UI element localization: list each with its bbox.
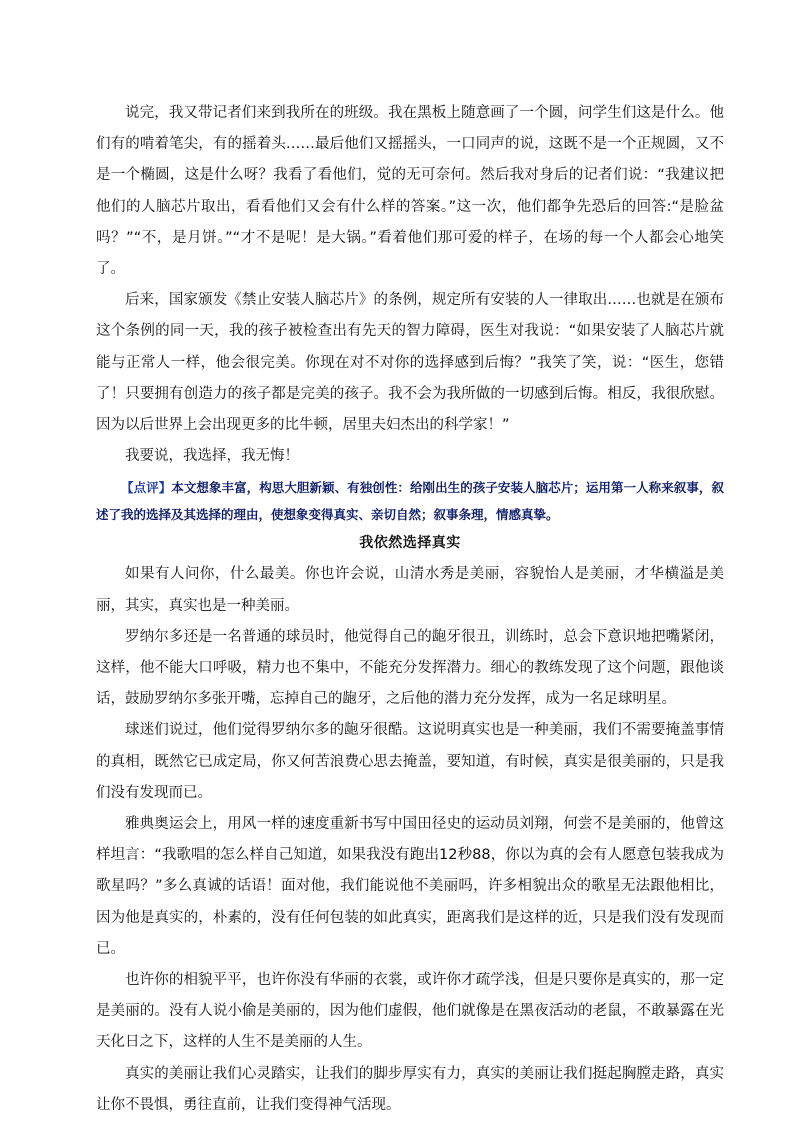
paragraph-ordinary-looks: 也许你的相貌平平，也许你没有华丽的衣裳，或许你才疏学浅，但是只要你是真实的，那一定是美丽的。没有人说小偷是美丽的，因为他们虚假，他们就像是在黑夜活动的老鼠，不敢暴露在光天化日之下，这样的人生不是美丽的人生。 <box>96 972 724 1051</box>
document-page <box>96 98 724 1121</box>
paragraph-what-is-beauty: 如果有人问你，什么最美。你也许会说，山清水秀是美丽，容貌怡人是美丽，才华横溢是美丽，其实，真实也是一种美丽。 <box>96 566 724 614</box>
paragraph-true-beauty: 真实的美丽让我们心灵踏实，让我们的脚步厚实有力，真实的美丽让我们挺起胸膛走路，真实让你不畏惧，勇往直前，让我们变得神气活现。 <box>96 1065 724 1113</box>
paragraph-fans: 球迷们说过，他们觉得罗纳尔多的龅牙很酷。这说明真实也是一种美丽，我们不需要掩盖事情的真相，既然它已成定局，你又何苦浪费心思去掩盖，要知道，有时候，真实是很美丽的，只是我们没有发现而已。 <box>96 722 724 801</box>
paragraph-classroom-story: 说完，我又带记者们来到我所在的班级。我在黑板上随意画了一个圆，问学生们这是什么。他们有的啃着笔尖，有的摇着头……最后他们又摇摇头，一口同声的说，这既不是一个正规圆，又不是一个椭圆，这是什么呀？我看了看他们，觉的无可奈何。然后我对身后的记者们说：“我建议把他们的人脑芯片取出，看看他们又会有什么样的答案。”这一次，他们都争先恐后的回答:“是脸盆吗？”“不，是月饼。”“才不是呢！是大锅。”看着他们那可爱的样子，在场的每一个人都会心地笑了。 <box>96 105 724 278</box>
paragraph-conclusion: 我要说，我选择，我无悔！ <box>125 448 299 465</box>
commentary-tag: 【点评】 <box>121 480 172 496</box>
paragraph-liu-xiang: 雅典奥运会上，用风一样的速度重新书写中国田径史的运动员刘翔，何尝不是美丽的，他曾这样坦言：“我歌唱的怎么样自己知道，如果我没有跑出12秒88，你以为真的会有人愿意包装我成为歌星吗？”多么真诚的话语！面对他，我们能说他不美丽吗，许多相貌出众的歌星无法跟他相比，因为他是真实的，朴素的，没有任何包装的如此真实，距离我们是这样的近，只是我们没有发现而已。 <box>96 816 724 957</box>
paragraph-ban-regulation: 后来，国家颁发《禁止安装人脑芯片》的条例，规定所有安装的人一律取出……也就是在颁布这个条例的同一天，我的孩子被检查出有先天的智力障碍，医生对我说：“如果安装了人脑芯片就能与正常人一样，他会很完美。你现在对不对你的选择感到后悔？”我笑了笑，说：“医生，您错了！只要拥有创造力的孩子都是完美的孩子。我不会为我所做的一切感到后悔。相反，我很欣慰。因为以后世界上会出现更多的比牛顿，居里夫妇杰出的科学家！” <box>96 292 724 434</box>
paragraph-ronaldo: 罗纳尔多还是一名普通的球员时，他觉得自己的龅牙很丑，训练时，总会下意识地把嘴紧闭，这样，他不能大口呼吸，精力也不集中，不能充分发挥潜力。细心的教练发现了这个问题，跟他谈话，鼓励罗纳尔多张开嘴，忘掉自己的龅牙，之后他的潜力充分发挥，成为一名足球明星。 <box>96 628 724 708</box>
essay-title: 我依然选择真实 <box>359 535 461 552</box>
commentary-text: 本文想象丰富，构思大胆新颖、有独创性：给刚出生的孩子安装人脑芯片；运用第一人称来叙事，叙述了我的选择及其选择的理由，使想象变得真实、亲切自然；叙事条理，情感真挚。 <box>96 480 724 523</box>
commentary <box>96 474 724 528</box>
